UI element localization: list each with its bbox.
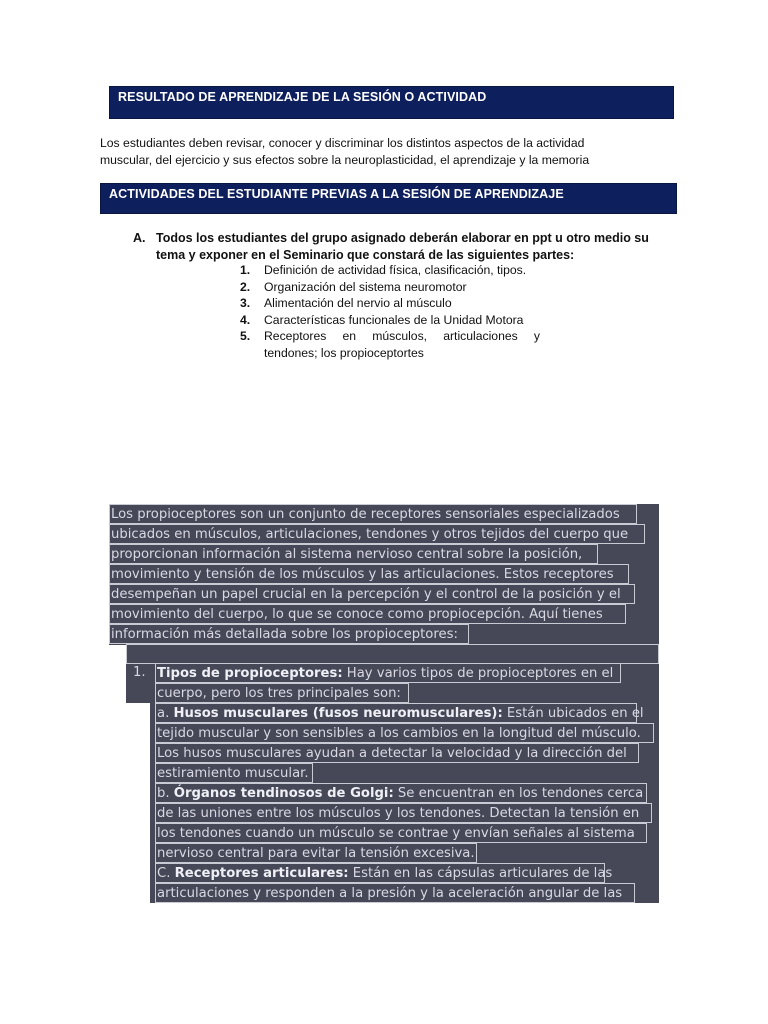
selected-line: articulaciones y responden a la presión y la aceleración angular de las [155,883,635,903]
selected-line: cuerpo, pero los tres principales son: [155,683,409,703]
list-number: 4. [240,312,251,327]
selected-line: desempeñan un papel crucial en la percepción y el control de la posición y el [109,584,635,604]
selected-line: tejido muscular y son sensibles a los cambios en la longitud del músculo. [155,723,654,743]
activity-a-line: tema y exponer en el Seminario que constará de las siguientes partes: [156,247,575,262]
body-text: Se encuentran en los tendones cerca [393,786,644,801]
list-letter: A. [133,231,146,245]
list-item-text: Receptores en músculos, articulaciones y tendones; los propioceptortes [264,329,540,360]
list-number: 5. [240,329,251,343]
selected-line: proporcionan información al sistema nervioso central sobre la posición, [109,544,598,564]
heading-text: Órganos tendinosos de Golgi: [173,786,394,801]
selected-line: movimiento del cuerpo, lo que se conoce como propiocepción. Aquí tienes [109,604,626,624]
selected-line [155,863,613,883]
selected-line [155,663,621,683]
section-header-resultado: RESULTADO DE APRENDIZAJE DE LA SESIÓN O ACTIVIDAD [109,86,674,119]
heading-text: Receptores articulares: [174,866,349,881]
body-text: Hay varios tipos de propioceptores en el [342,666,614,681]
sub-item-prefix: a. [157,706,174,721]
heading-text: Tipos de propioceptores: [157,666,343,681]
list-number: 1. [133,665,146,680]
selected-line: Los husos musculares ayudan a detectar la velocidad y la dirección del [155,743,639,763]
intro-line: Los estudiantes deben revisar, conocer y discriminar los distintos aspectos de la actividad [100,136,585,150]
sub-item-prefix: C. [157,866,175,881]
list-number: 2. [240,279,251,294]
list-number: 3. [240,296,251,310]
list-item-text: Alimentación del nervio al músculo [264,296,452,310]
section-header-actividades: ACTIVIDADES DEL ESTUDIANTE PREVIAS A LA SESIÓN DE APRENDIZAJE [100,183,677,214]
list-number: 1. [240,263,251,277]
selected-line: Los propioceptores son un conjunto de receptores sensoriales especializados [109,504,637,524]
intro-line: muscular, del ejercicio y sus efectos sobre la neuroplasticidad, el aprendizaje y la memoria [100,152,590,167]
body-text: Están ubicados en el [502,706,644,721]
body-text: Están en las cápsulas articulares de las [348,866,613,881]
selected-line [155,703,644,723]
selected-line: nervioso central para evitar la tensión excesiva. [155,843,477,863]
list-item-text: Definición de actividad física, clasificación, tipos. [264,263,527,277]
selected-line: información más detallada sobre los propioceptores: [109,624,469,644]
heading-text: Husos musculares (fusos neuromusculares): [173,706,503,721]
selected-line: de las uniones entre los músculos y los tendones. Detectan la tensión en [155,803,652,823]
activity-a-line: Todos los estudiantes del grupo asignado deberán elaborar en ppt u otro medio su [156,231,649,245]
selected-line: movimiento y tensión de los músculos y las articulaciones. Estos receptores [109,564,629,584]
selected-line [155,783,647,803]
selected-empty-line [126,644,659,664]
selected-line: estiramiento muscular. [155,763,313,783]
list-item-text: Organización del sistema neuromotor [264,279,467,294]
selected-line: los tendones cuando un músculo se contrae y envían señales al sistema [155,823,647,843]
sub-item-prefix: b. [157,786,174,801]
list-item-text: Características funcionales de la Unidad Motora [264,312,524,327]
selected-line: ubicados en músculos, articulaciones, tendones y otros tejidos del cuerpo que [109,524,645,544]
